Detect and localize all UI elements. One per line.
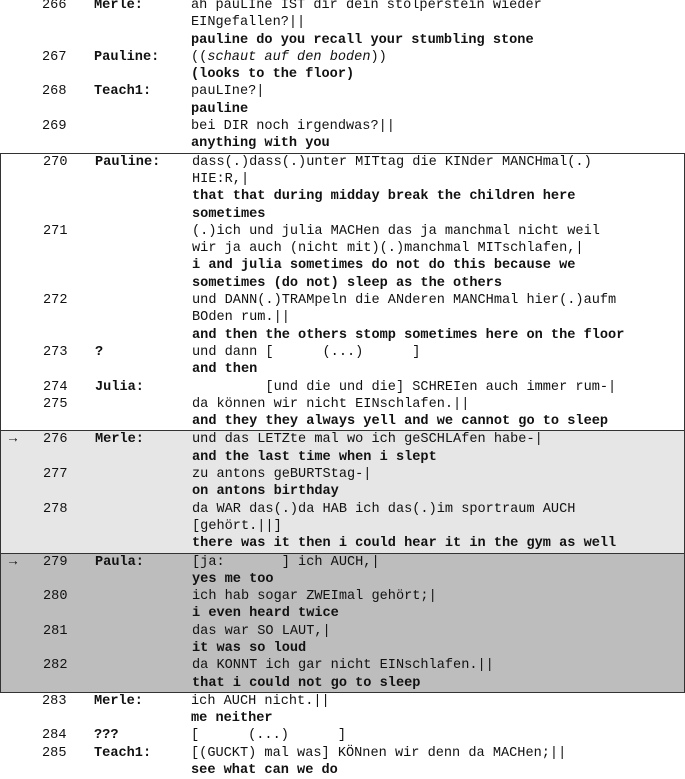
translation-text: see what can we do [191,763,338,779]
transcript-turn [1,466,685,501]
line-number: 280 [43,589,68,605]
transcript-turn [0,83,685,118]
translation-text: there was it then i could hear it in the gym as well [192,536,617,552]
speaker-label: Julia: [95,379,144,395]
line-number: 284 [42,728,67,744]
translation-text: (looks to the floor) [191,67,355,83]
translation-text: anything with you [191,136,330,152]
translation-text: me neither [191,711,273,727]
transcript-line [1,640,685,657]
transcript-line [1,396,685,413]
line-number: 276 [43,432,68,448]
transcript-turn [1,344,685,379]
translation-text: it was so loud [192,640,307,656]
utterance-text: und dann [ (...) ] [192,344,421,360]
transcript-line [0,118,685,135]
translation-text: yes me too [192,571,274,587]
speaker-label: Paula: [95,554,144,570]
line-number: 281 [43,623,68,639]
line-number: 282 [43,658,68,674]
line-number: 277 [43,467,68,483]
utterance-text: ich hab sogar ZWEImal gehört;| [192,589,437,605]
translation-text: and the last time when i slept [192,449,437,465]
transcript-line [1,413,685,430]
utterance-text: [gehört.||] [192,518,282,534]
utterance-text: HIE:R,| [192,171,250,187]
translation-text: sometimes [192,206,266,222]
utterance-text: das war SO LAUT,| [192,623,331,639]
translation-text: that that during midday break the children here [192,189,576,205]
transcript-line [0,66,685,83]
utterance-text: BOden rum.|| [192,310,290,326]
translation-text: and they they always yell and we cannot go to sleep [192,414,609,430]
transcript-turn [1,501,685,553]
transcript-line [1,327,685,344]
transcript-line [0,762,685,779]
transcript-line [1,588,685,605]
transcript-line [1,188,685,205]
transcript-turn [1,379,685,396]
transcript-turn [1,657,685,692]
transcript-section-unframed-top [0,0,685,153]
utterance-text: da können wir nicht EINschlafen.|| [192,396,470,412]
transcript-section-unframed-bottom [0,693,685,779]
transcript-turn [1,623,685,658]
focus-arrow-icon: → [9,432,18,448]
line-number: 275 [43,396,68,412]
utterance-text: zu antons geBURTStag-| [192,467,372,483]
transcript-line [1,379,685,396]
transcript-line [1,554,685,571]
transcript-block-light-grey [0,431,685,553]
transcript-line [1,206,685,223]
transcript-line [1,154,685,171]
utterance-text: wir ja auch (nicht mit)(.)manchmal MITschlafen,| [192,241,584,257]
speaker-label: Pauline: [94,49,160,65]
transcript-turn [0,727,685,744]
transcript-turn [0,118,685,153]
line-number: 283 [42,693,67,709]
line-number: 278 [43,501,68,517]
line-number: 266 [42,0,67,13]
transcript-line [1,257,685,274]
transcript-line [1,535,685,552]
transcript-line [0,727,685,744]
transcript-block-dark-grey [0,554,685,693]
line-number: 274 [43,379,68,395]
transcript-line [0,32,685,49]
translation-text: pauline [191,101,249,117]
transcript-line [1,605,685,622]
transcript-line [0,101,685,118]
line-number: 285 [42,745,67,761]
transcript-turn [0,745,685,779]
translation-text: sometimes (do not) sleep as the others [192,275,502,291]
utterance-text: [ (...) ] [191,728,346,744]
utterance-text: [ja: ] ich AUCH,| [192,554,380,570]
transcript-line [0,0,685,14]
transcript-turn [0,0,685,49]
line-number: 273 [43,344,68,360]
speaker-label: Merle: [95,432,144,448]
speaker-label: Teach1: [94,745,152,761]
translation-text: i even heard twice [192,606,339,622]
utterance-text: da KONNT ich gar nicht EINschlafen.|| [192,658,494,674]
transcript-line [1,483,685,500]
line-number: 269 [42,119,67,135]
transcript-turn [1,292,685,344]
transcript-line [1,657,685,674]
line-number: 272 [43,293,68,309]
transcript-turn [0,49,685,84]
speaker-label: ??? [94,728,119,744]
speaker-label: Merle: [94,693,143,709]
translation-text: that i could not go to sleep [192,675,421,691]
utterance-text: äh pauLIne IST dir dein stolperstein wieder [191,0,542,13]
transcript-line [1,309,685,326]
utterance-text: und das LETZte mal wo ich geSCHLAfen habe-| [192,432,543,448]
translation-text: and then the others stomp sometimes here on the floor [192,327,625,343]
line-number: 268 [42,84,67,100]
translation-text: on antons birthday [192,484,339,500]
transcript-line [1,361,685,378]
transcript-line [1,240,685,257]
utterance-open: (( [191,49,208,65]
line-number: 279 [43,554,68,570]
utterance-text: [und die und die] SCHREIen auch immer rum-| [192,379,617,395]
transcript-line [1,449,685,466]
utterance-text: EINgefallen?|| [191,15,306,31]
transcript-line [0,710,685,727]
transcript-line [1,623,685,640]
transcript-line [1,344,685,361]
transcript-turn [1,588,685,623]
transcript-line [0,745,685,762]
transcript-line [1,571,685,588]
utterance-text: [(GUCKT) mal was] KÖNnen wir denn da MACHen;|| [191,745,567,761]
line-number: 270 [43,154,68,170]
transcript-line [1,501,685,518]
transcript-line [1,171,685,188]
translation-text: i and julia sometimes do not do this because we [192,258,576,274]
transcript-line [1,675,685,692]
transcript-turn [1,554,685,589]
utterance-text: ich AUCH nicht.|| [191,693,330,709]
line-number: 267 [42,49,67,65]
translation-text: pauline do you recall your stumbling stone [191,32,534,48]
transcript-line [0,693,685,710]
transcript-block-white [0,153,685,432]
utterance-text: bei DIR noch irgendwas?|| [191,119,395,135]
transcript-line [0,135,685,152]
transcript-turn [1,223,685,292]
line-number: 271 [43,223,68,239]
transcript-line [1,275,685,292]
transcript-turn [0,693,685,728]
focus-arrow-icon: → [9,554,18,570]
utterance-text: (.)ich und julia MACHen das ja manchmal nicht weil [192,223,600,239]
speaker-label: ? [95,344,104,360]
utterance-text: da WAR das(.)da HAB ich das(.)im sportraum AUCH [192,501,576,517]
transcript-turn [1,154,685,223]
utterance-text: dass(.)dass(.)unter MITtag die KINder MANCHmal(.) [192,154,592,170]
transcript-turn [1,431,685,466]
transcript-turn [1,396,685,431]
transcript-line [1,292,685,309]
transcript-line [0,49,685,66]
transcript-line [1,518,685,535]
utterance-text [191,49,387,66]
speaker-label: Merle: [94,0,143,13]
transcript-line [1,223,685,240]
utterance-text: pauLIne?| [191,84,265,100]
transcript-line [0,83,685,100]
utterance-text: und DANN(.)TRAMpeln die ANderen MANCHmal hier(.)aufm [192,293,617,309]
transcript-line [1,431,685,448]
nonverbal-action: schaut auf den boden [207,49,371,65]
speaker-label: Teach1: [94,84,152,100]
utterance-close: )) [370,49,387,65]
transcript-line [1,466,685,483]
transcript-line [0,14,685,31]
translation-text: and then [192,362,258,378]
speaker-label: Pauline: [95,154,161,170]
